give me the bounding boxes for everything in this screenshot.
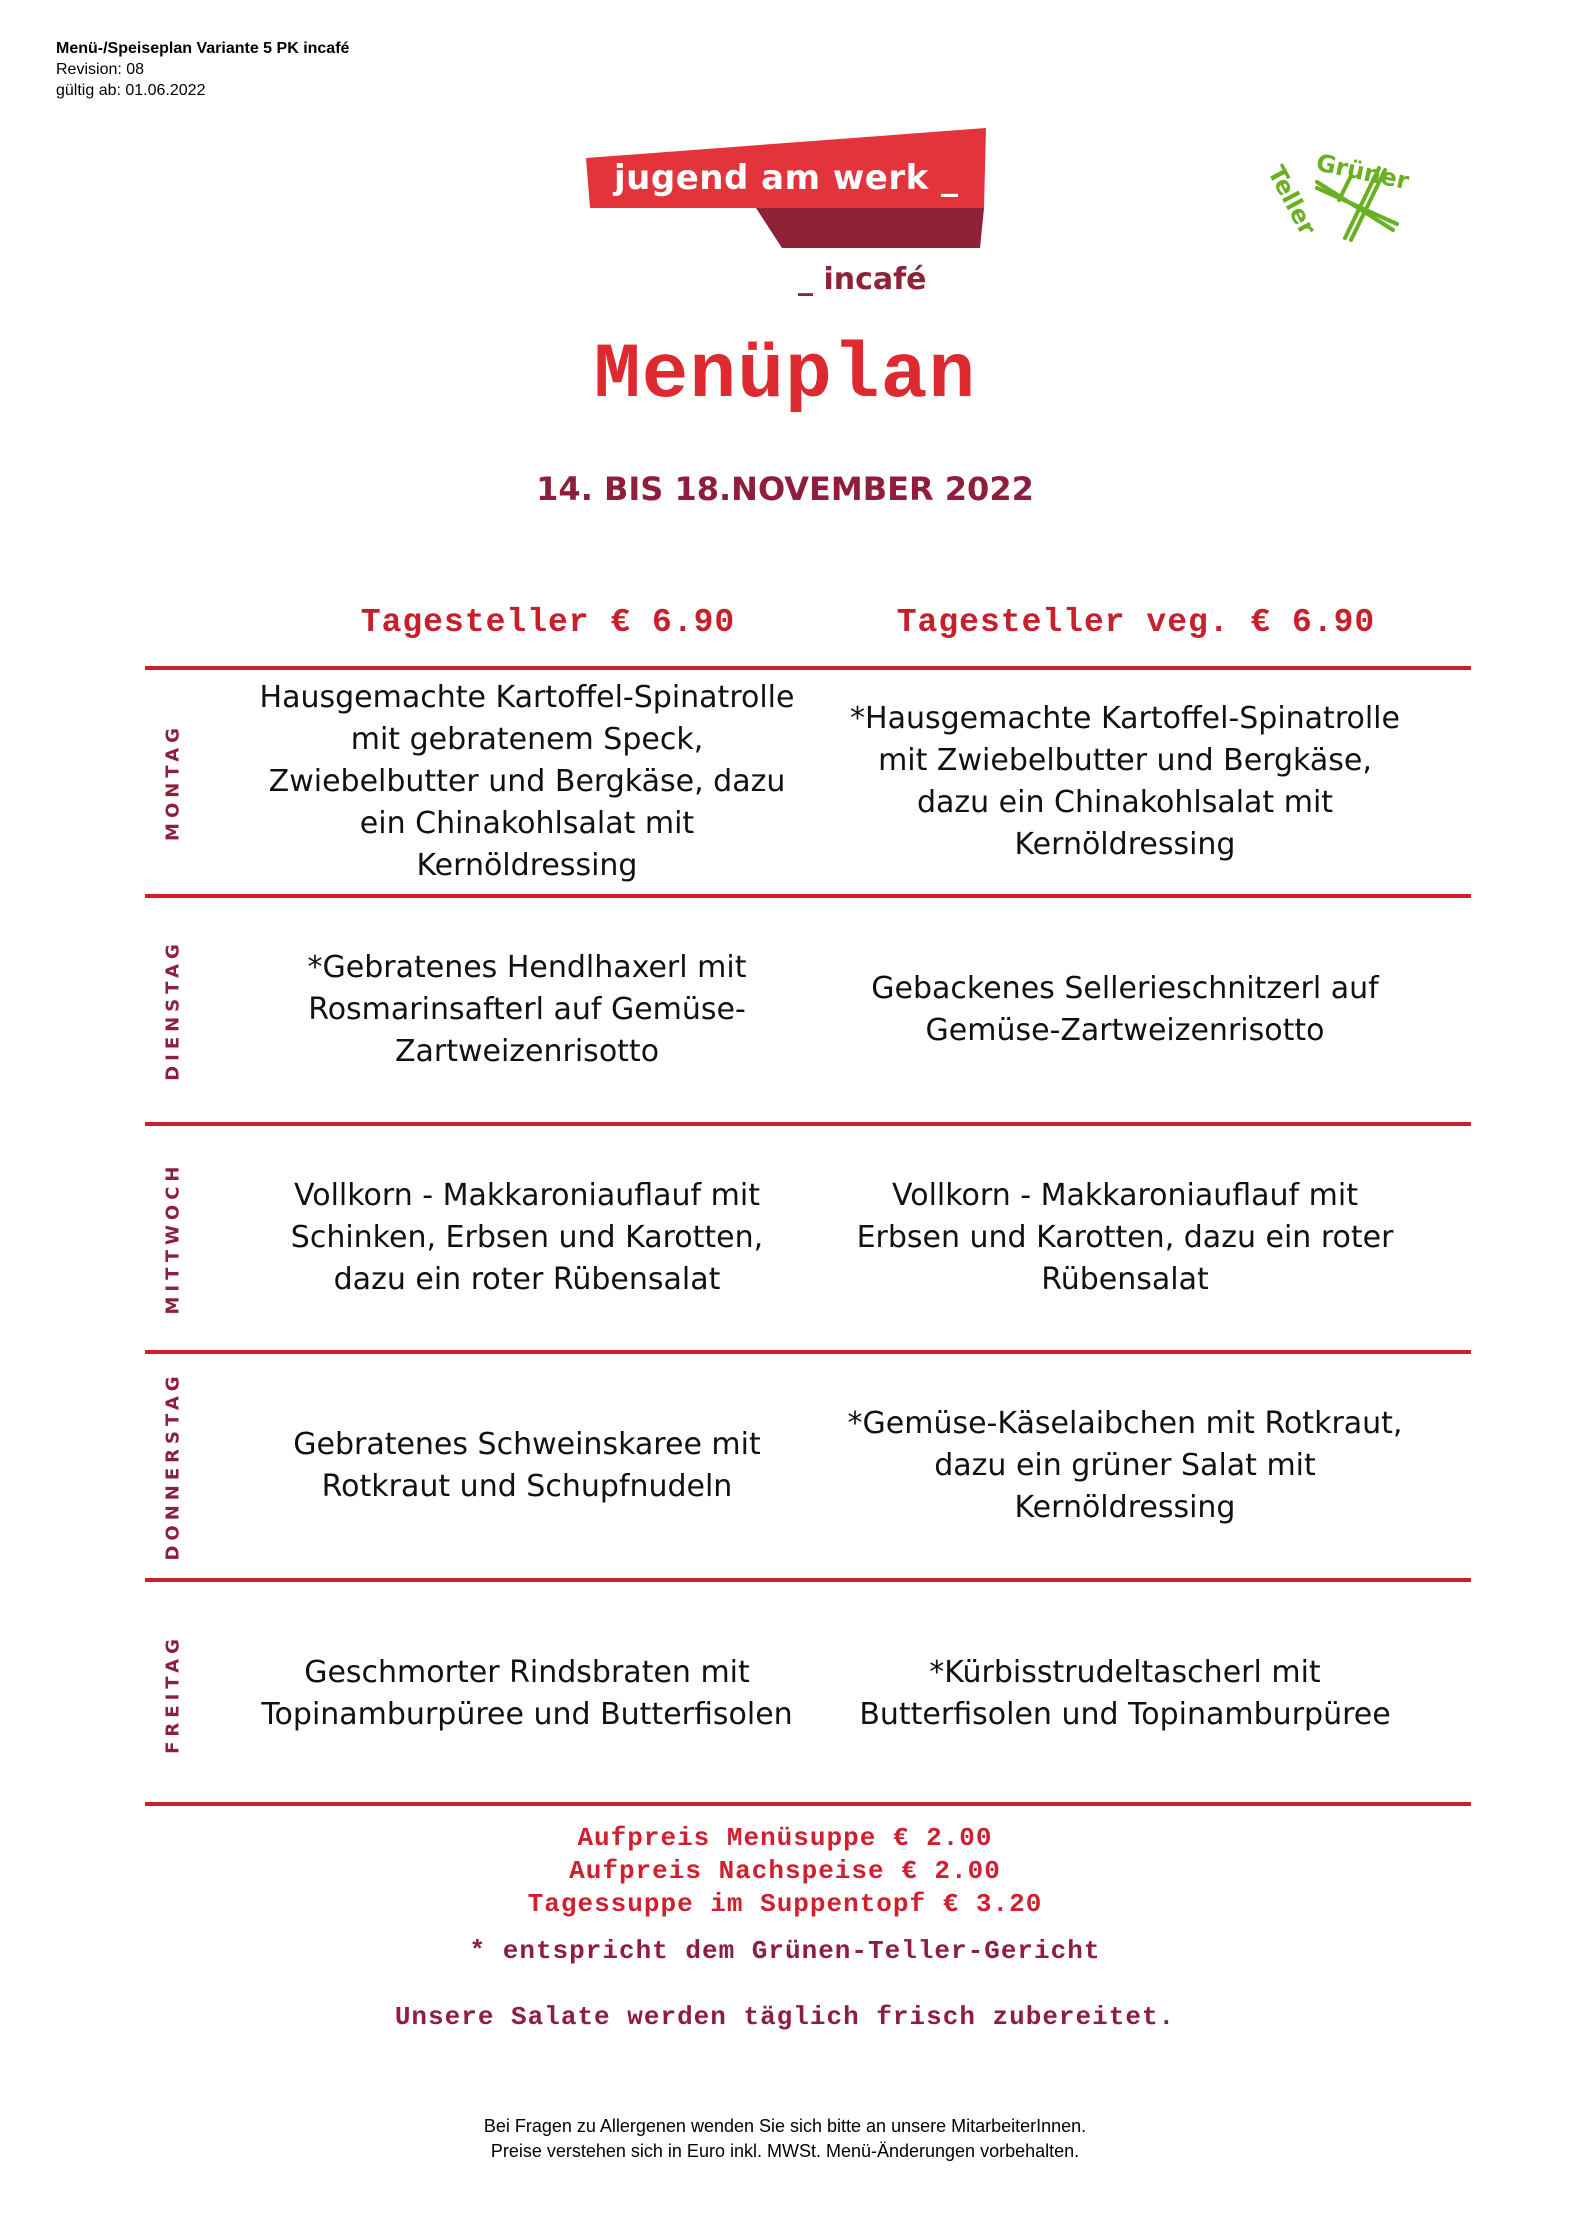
dish-tagesteller: Hausgemachte Kartoffel-Spinatrolle mit gebratenem Speck, Zwiebelbutter und Bergkäse, dazu ein Chinakohlsalat mit Kernöldressing [259, 680, 795, 883]
day-label: DONNERSTAG [162, 1371, 184, 1561]
menu-table [145, 666, 1471, 1806]
menu-row-friday [145, 1578, 1471, 1806]
dish-tagesteller: *Gebratenes Hendlhaxerl mit Rosmarinsafterl auf Gemüse-Zartweizenrisotto [307, 950, 747, 1069]
menu-row-wednesday [145, 1122, 1471, 1350]
dish-tagesteller: Vollkorn - Makkaroniauflauf mit Schinken, Erbsen und Karotten, dazu ein roter Rübensalat [290, 1178, 764, 1297]
menu-row-monday [145, 666, 1471, 894]
surcharges [0, 1822, 1570, 1921]
surcharge-soup-pot: Tagessuppe im Suppentopf € 3.20 [527, 1889, 1043, 1919]
day-label: MONTAG [162, 723, 184, 841]
dish-tagesteller: Gebratenes Schweinskaree mit Rotkraut und Schupfnudeln [293, 1427, 761, 1504]
svg-text:Grüner: Grüner [1313, 148, 1412, 196]
salad-note: Unsere Salate werden täglich frisch zubereitet. [394, 2002, 1176, 2032]
footer [0, 2114, 1570, 2164]
page-title: Menüplan [593, 332, 977, 420]
gruener-teller-icon [1255, 130, 1415, 270]
revision: Revision: 08 [56, 61, 145, 78]
valid-from: gültig ab: 01.06.2022 [56, 82, 206, 99]
dish-tagesteller: Geschmorter Rindsbraten mit Topinamburpüree und Butterfisolen [261, 1655, 793, 1732]
price-note: Preise verstehen sich in Euro inkl. MWSt. Menü-Änderungen vorbehalten. [490, 2141, 1080, 2161]
dish-vegetarian: *Hausgemachte Kartoffel-Spinatrolle mit Zwiebelbutter und Bergkäse, dazu ein Chinakohlsalat mit Kernöldressing [850, 701, 1400, 862]
menu-row-tuesday [145, 894, 1471, 1122]
column-header-tagesteller-veg: Tagesteller veg. € 6.90 [896, 604, 1376, 641]
document-header [56, 38, 349, 101]
dish-vegetarian: *Gemüse-Käselaibchen mit Rotkraut, dazu ein grüner Salat mit Kernöldressing [847, 1406, 1403, 1525]
day-label: FREITAG [162, 1634, 184, 1754]
green-plate-note: * entspricht dem Grünen-Teller-Gericht [469, 1936, 1101, 1966]
jugend-am-werk-logo [586, 128, 996, 308]
dish-vegetarian: *Kürbisstrudeltascherl mit Butterfisolen und Topinamburpüree [859, 1655, 1391, 1732]
surcharge-soup: Aufpreis Menüsuppe € 2.00 [577, 1823, 993, 1853]
column-header-tagesteller: Tagesteller € 6.90 [360, 604, 736, 641]
gruener-teller-badge [1255, 130, 1415, 270]
logo-subtext: _ incafé [798, 262, 927, 297]
document-title: Menü-/Speiseplan Variante 5 PK incafé [56, 40, 350, 57]
menu-row-thursday [145, 1350, 1471, 1578]
day-label: DIENSTAG [162, 939, 184, 1081]
dish-vegetarian: Gebackenes Sellerieschnitzerl auf Gemüse-Zartweizenrisotto [871, 971, 1379, 1048]
allergen-note: Bei Fragen zu Allergenen wenden Sie sich bitte an unsere MitarbeiterInnen. [483, 2116, 1087, 2136]
day-label: MITTWOCH [162, 1161, 184, 1315]
surcharge-dessert: Aufpreis Nachspeise € 2.00 [569, 1856, 1001, 1886]
svg-text:Teller: Teller [1262, 161, 1322, 240]
date-range: 14. BIS 18.NOVEMBER 2022 [536, 470, 1034, 508]
logo-banner-icon [586, 128, 996, 308]
logo-text: jugend am werk _ [614, 158, 959, 198]
dish-vegetarian: Vollkorn - Makkaroniauflauf mit Erbsen und Karotten, dazu ein roter Rübensalat [856, 1178, 1394, 1297]
